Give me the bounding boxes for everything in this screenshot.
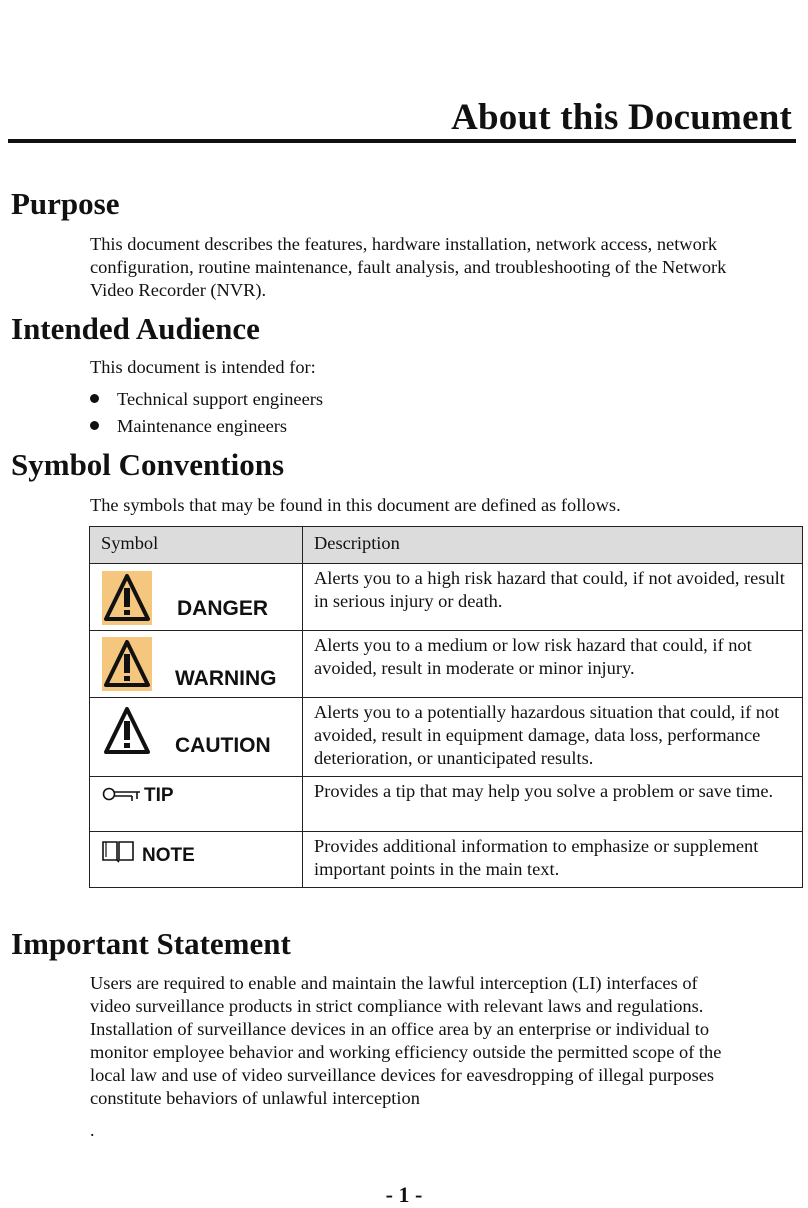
symbol-table bbox=[89, 526, 803, 888]
danger-symbol bbox=[90, 564, 303, 631]
key-icon bbox=[102, 785, 142, 803]
tip-label: TIP bbox=[144, 785, 174, 806]
audience-heading: Intended Audience bbox=[11, 311, 260, 346]
table-row bbox=[90, 698, 803, 777]
statement-line: monitor employee behavior and working efficiency outside the permitted scope of the bbox=[90, 1042, 722, 1062]
audience-intro: This document is intended for: bbox=[90, 357, 316, 377]
purpose-heading: Purpose bbox=[11, 186, 120, 221]
caution-symbol bbox=[90, 698, 303, 777]
purpose-paragraph bbox=[90, 233, 796, 302]
statement-paragraph bbox=[90, 972, 796, 1110]
danger-label: DANGER bbox=[177, 597, 269, 620]
statement-heading: Important Statement bbox=[11, 926, 291, 961]
page-number: - 1 - bbox=[385, 1182, 423, 1207]
note-symbol bbox=[90, 832, 303, 888]
caution-label: CAUTION bbox=[175, 734, 271, 757]
table-row bbox=[90, 564, 803, 631]
warning-symbol bbox=[90, 631, 303, 698]
table-row bbox=[90, 631, 803, 698]
book-icon bbox=[101, 839, 135, 863]
purpose-line: configuration, routine maintenance, fault analysis, and troubleshooting of the Network bbox=[90, 257, 727, 277]
tip-description: Provides a tip that may help you solve a problem or save time. bbox=[303, 777, 803, 832]
audience-item-label: Technical support engineers bbox=[117, 389, 324, 409]
column-header-symbol: Symbol bbox=[90, 527, 303, 564]
warning-triangle-icon bbox=[102, 637, 152, 691]
note-description: Provides additional information to emphasize or supplement important points in the main text. bbox=[303, 832, 803, 888]
symbol-table-header bbox=[90, 527, 803, 564]
statement-line: Installation of surveillance devices in an office area by an enterprise or individual to bbox=[90, 1019, 710, 1039]
warning-description: Alerts you to a medium or low risk hazard that could, if not avoided, result in moderate or minor injury. bbox=[303, 631, 803, 698]
symbols-intro: The symbols that may be found in this document are defined as follows. bbox=[90, 495, 621, 515]
audience-list-item bbox=[90, 415, 287, 438]
bullet-icon bbox=[90, 421, 99, 430]
statement-line: constitute behaviors of unlawful interception bbox=[90, 1088, 420, 1108]
audience-list-item bbox=[90, 388, 323, 411]
statement-line: local law and use of video surveillance devices for eavesdropping of illegal purposes bbox=[90, 1065, 715, 1085]
title-rule bbox=[8, 139, 796, 143]
warning-label: WARNING bbox=[175, 667, 277, 690]
table-row bbox=[90, 777, 803, 832]
purpose-line: This document describes the features, hardware installation, network access, network bbox=[90, 234, 718, 254]
warning-triangle-icon bbox=[102, 571, 152, 625]
symbols-heading: Symbol Conventions bbox=[11, 447, 285, 482]
document-title: About this Document bbox=[451, 97, 792, 138]
note-label: NOTE bbox=[142, 845, 195, 866]
warning-triangle-icon bbox=[102, 704, 152, 758]
caution-description: Alerts you to a potentially hazardous situation that could, if not avoided, result in equipment damage, data loss, performance deterioration, or unanticipated results. bbox=[303, 698, 803, 777]
column-header-description: Description bbox=[303, 527, 803, 564]
audience-item-label: Maintenance engineers bbox=[117, 416, 288, 436]
tip-symbol bbox=[90, 777, 303, 832]
statement-line: video surveillance products in strict compliance with relevant laws and regulations. bbox=[90, 996, 704, 1016]
statement-line: Users are required to enable and maintain the lawful interception (LI) interfaces of bbox=[90, 973, 698, 993]
bullet-icon bbox=[90, 394, 99, 403]
danger-description: Alerts you to a high risk hazard that could, if not avoided, result in serious injury or death. bbox=[303, 564, 803, 631]
trailing-period: . bbox=[90, 1120, 95, 1140]
table-row bbox=[90, 832, 803, 888]
purpose-line: Video Recorder (NVR). bbox=[90, 280, 267, 300]
